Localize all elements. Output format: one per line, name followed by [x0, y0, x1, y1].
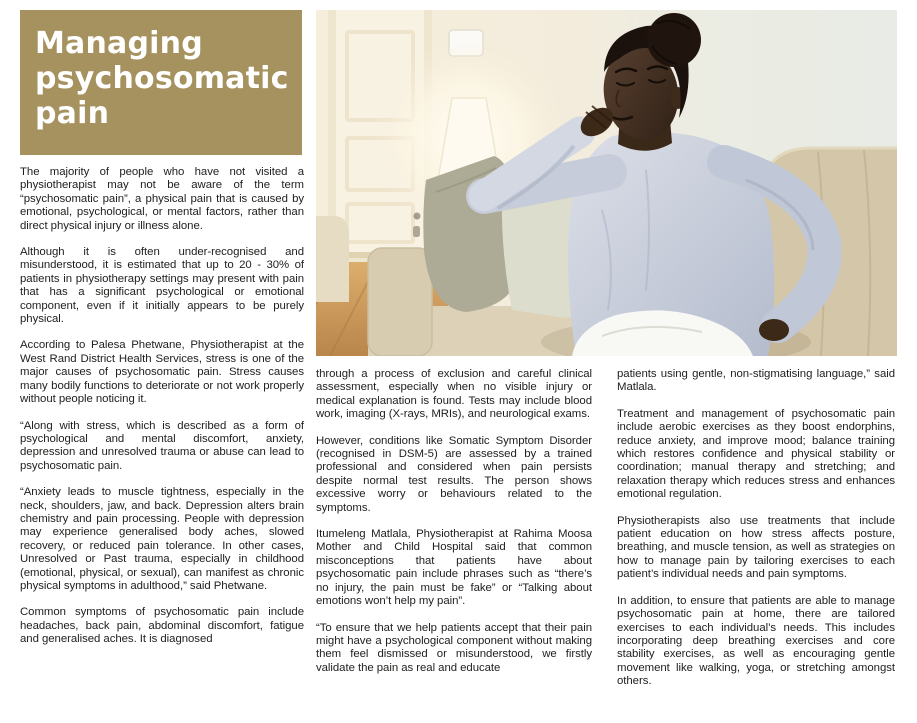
article-column-3	[617, 368, 895, 702]
paragraph: “To ensure that we help patients accept that their pain might have a psychological component without making them feel dismissed or misunderstood, we firstly validate the pain as real and educate	[316, 621, 592, 674]
paragraph: “Along with stress, which is described as a form of psychological and mental discomfort, anxiety, depression and unresolved trauma or abuse can lead to psychosomatic pain.	[20, 419, 304, 472]
paragraph: The majority of people who have not visited a physiotherapist may not be aware of the term “psychosomatic pain”, a physical pain that is caused by emotional, psychological, or mental factors, rather than direct physical injury or illness alone.	[20, 166, 304, 232]
article-photo	[316, 10, 897, 356]
paragraph: patients using gentle, non-stigmatising language,” said Matlala.	[617, 368, 895, 394]
paragraph: Common symptoms of psychosomatic pain include headaches, back pain, abdominal discomfort, fatigue and generalised aches. It is diagnosed	[20, 606, 304, 646]
paragraph: However, conditions like Somatic Symptom Disorder (recognised in DSM-5) are assessed by a trained professional and considered when pain persists despite normal test results. The person shows excessive worry or behaviours related to the symptoms.	[316, 434, 592, 514]
article-column-1	[20, 166, 304, 660]
paragraph: “Anxiety leads to muscle tightness, especially in the neck, shoulders, jaw, and back. Depression alters brain chemistry and pain processing. People with depression may experience generalised body aches, slowed recovery, or reduced pain tolerance. In other cases, Unresolved or Past trauma, especially in childhood (emotional, physical, or sexual), can manifest as chronic physical symptoms in adulthood,” said Phetwane.	[20, 486, 304, 592]
paragraph: through a process of exclusion and careful clinical assessment, especially when no visible injury or medical explanation is found. Tests may include blood work, imaging (X-rays, MRIs), and neurological exams.	[316, 368, 592, 421]
article-column-2	[316, 368, 592, 688]
paragraph: According to Palesa Phetwane, Physiotherapist at the West Rand District Health Services, stress is one of the major causes of psychosomatic pain. Stress causes many bodily functions to deteriorate or not work properly without people noticing it.	[20, 339, 304, 406]
paragraph: Itumeleng Matlala, Physiotherapist at Rahima Moosa Mother and Child Hospital said that common misconceptions that patients have about psychosomatic pain include phrases such as “there’s no injury, the pain must be fake” or “Talking about emotions won’t help my pain”.	[316, 528, 592, 608]
armchair-illustration	[316, 216, 349, 302]
page-title: Managing psychosomatic pain	[35, 26, 289, 131]
paragraph: Although it is often under-recognised and misunderstood, it is estimated that up to 20 - 30% of patients in physiotherapy settings may present with pain that has a significant psychological or emotional component, even if it initially appears to be purely physical.	[20, 246, 304, 326]
paragraph: Treatment and management of psychosomatic pain include aerobic exercises as they boost endorphins, reduce anxiety, and improve mood; balance training which restores confidence and physical stability or coordination; manual therapy and stretching; and relaxation therapy which reduces stress and enhances emotional regulation.	[617, 407, 895, 501]
paragraph: In addition, to ensure that patients are able to manage psychosomatic pain at home, there are tailored exercises to each individual’s needs. This includes incorporating deep breathing exercises and core stability exercises, as well as encouraging gentle movement like walking, yoga, or stretching amongst others.	[617, 594, 895, 688]
photo-illustration	[316, 10, 897, 356]
paragraph: Physiotherapists also use treatments that include patient education on how stress affects posture, breathing, and muscle tension, as well as strategies on how to manage pain by tailoring exercises to each patient’s individual needs and pain symptoms.	[617, 514, 895, 581]
article-title-box	[20, 10, 302, 155]
hand-on-back	[759, 319, 789, 341]
